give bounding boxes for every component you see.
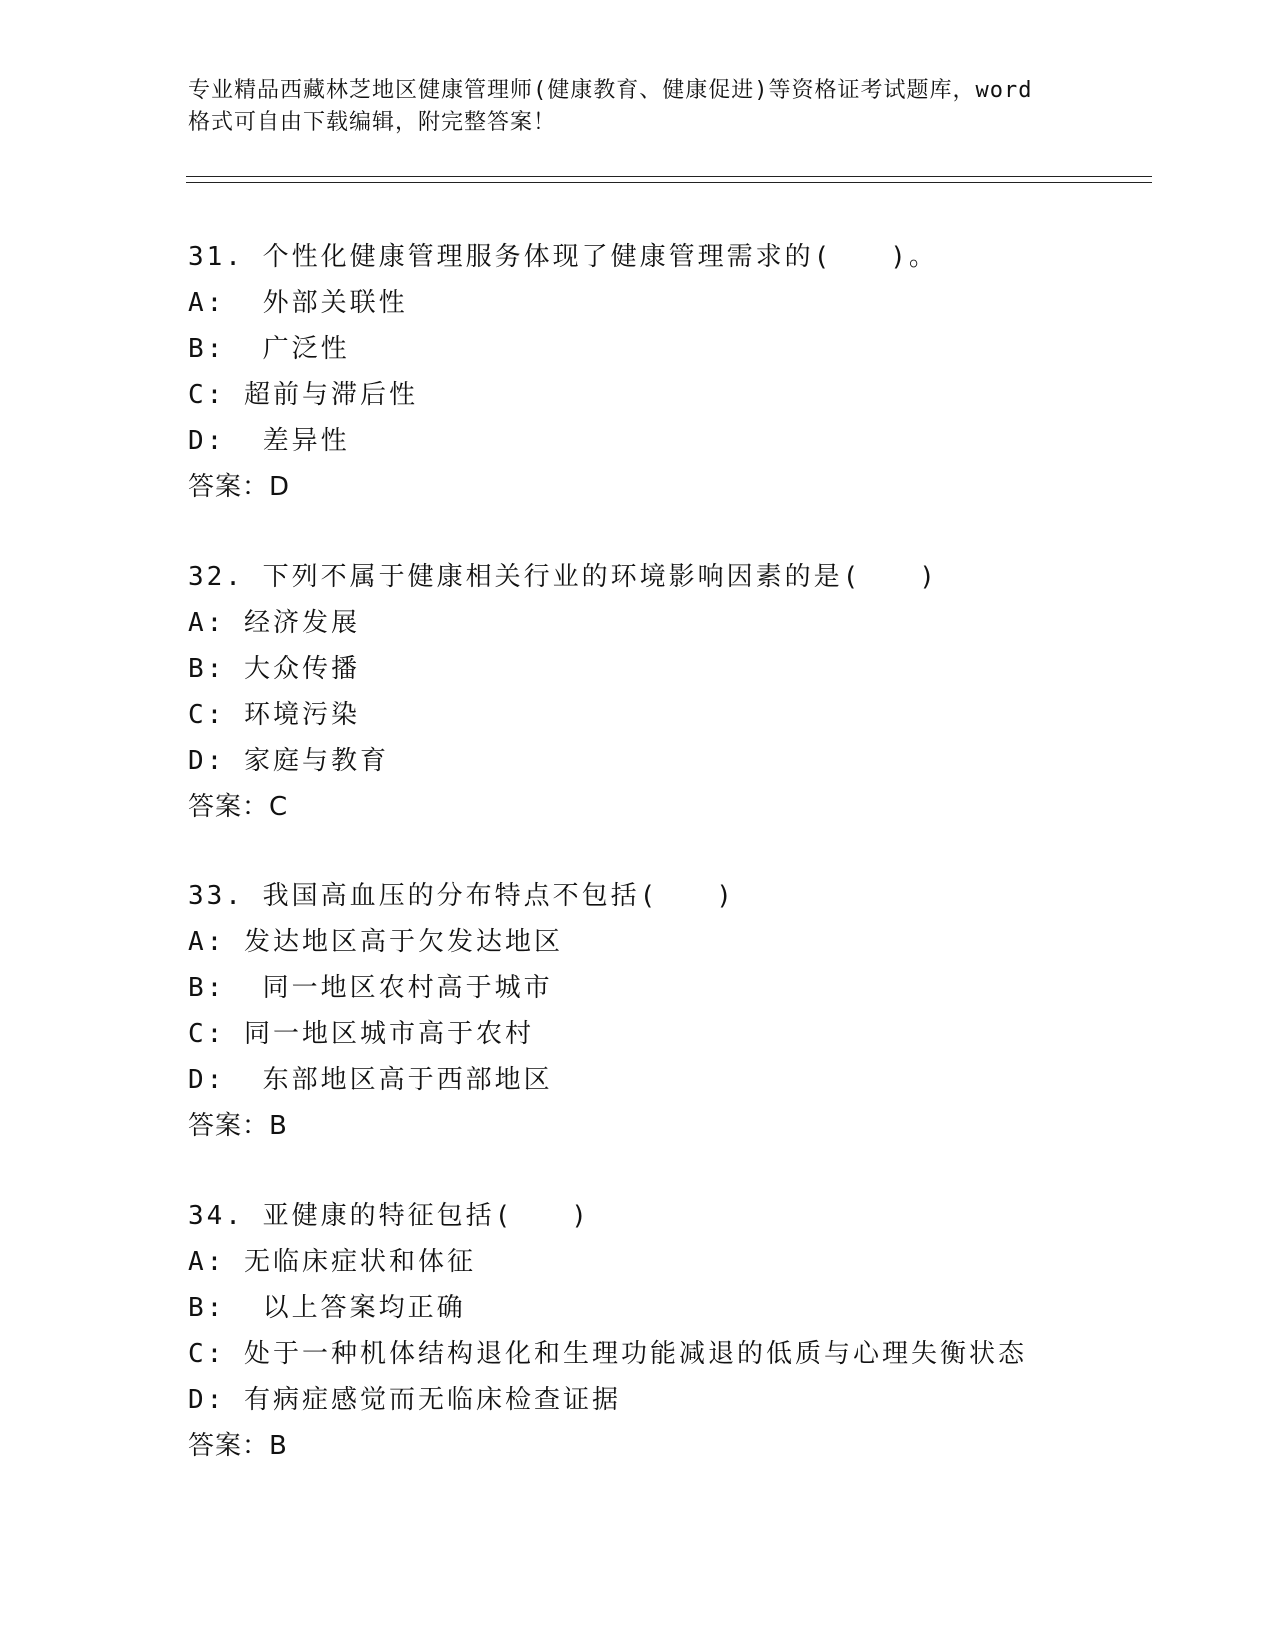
question-32 bbox=[188, 554, 1148, 830]
option-b: B: 大众传播 bbox=[188, 654, 360, 684]
question-stem: 33. 我国高血压的分布特点不包括( ) bbox=[188, 881, 735, 911]
option-b: B: 同一地区农村高于城市 bbox=[188, 973, 553, 1003]
option-c: C: 同一地区城市高于农村 bbox=[188, 1019, 534, 1049]
option-d: D: 东部地区高于西部地区 bbox=[188, 1065, 553, 1095]
question-stem: 32. 下列不属于健康相关行业的环境影响因素的是( ) bbox=[188, 562, 938, 592]
option-d: D: 有病症感觉而无临床检查证据 bbox=[188, 1385, 621, 1415]
header-divider-bottom bbox=[186, 182, 1152, 183]
header-divider-top bbox=[186, 176, 1152, 177]
option-d: D: 差异性 bbox=[188, 426, 350, 456]
option-a: A: 发达地区高于欠发达地区 bbox=[188, 927, 563, 957]
option-c: C: 处于一种机体结构退化和生理功能减退的低质与心理失衡状态 bbox=[188, 1339, 1027, 1369]
question-stem: 31. 个性化健康管理服务体现了健康管理需求的( )。 bbox=[188, 242, 938, 272]
option-a: A: 经济发展 bbox=[188, 608, 360, 638]
question-33 bbox=[188, 873, 1148, 1149]
option-a: A: 外部关联性 bbox=[188, 288, 408, 318]
option-b: B: 以上答案均正确 bbox=[188, 1293, 466, 1323]
option-a: A: 无临床症状和体征 bbox=[188, 1247, 476, 1277]
header-line-1: 专业精品西藏林芝地区健康管理师(健康教育、健康促进)等资格证考试题库，word bbox=[188, 78, 1033, 103]
document-header bbox=[188, 75, 1088, 139]
answer-line: 答案：D bbox=[188, 472, 291, 502]
answer-line: 答案：B bbox=[188, 1111, 288, 1141]
header-line-2: 格式可自由下载编辑，附完整答案！ bbox=[188, 110, 557, 135]
question-stem: 34. 亚健康的特征包括( ) bbox=[188, 1201, 590, 1231]
question-34 bbox=[188, 1193, 1148, 1469]
question-31 bbox=[188, 234, 1148, 510]
option-c: C: 超前与滞后性 bbox=[188, 380, 418, 410]
option-d: D: 家庭与教育 bbox=[188, 746, 389, 776]
option-c: C: 环境污染 bbox=[188, 700, 360, 730]
answer-line: 答案：C bbox=[188, 792, 289, 822]
option-b: B: 广泛性 bbox=[188, 334, 350, 364]
answer-line: 答案：B bbox=[188, 1431, 288, 1461]
